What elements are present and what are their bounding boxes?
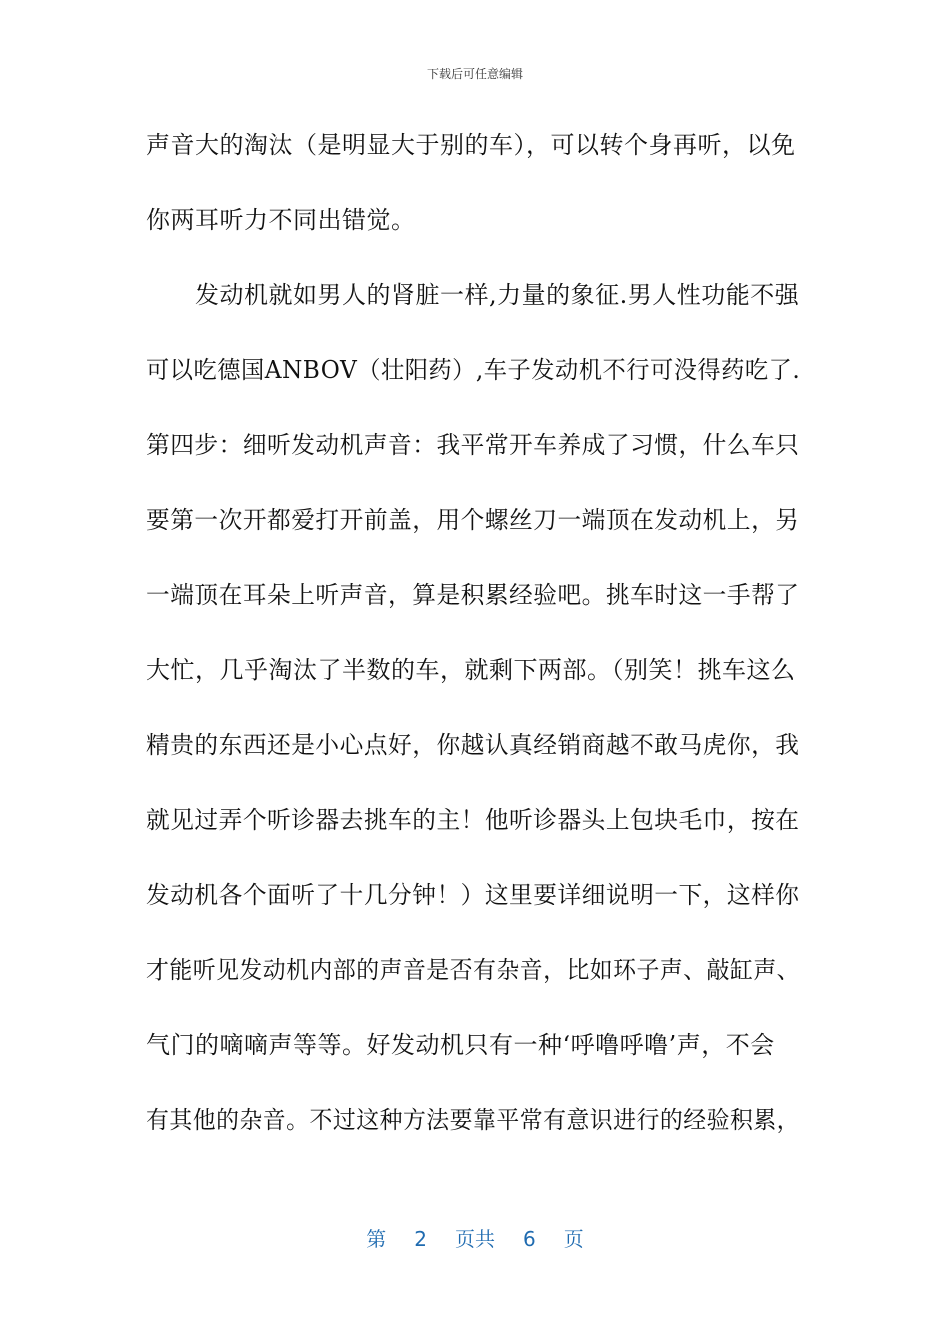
body-line: 一端顶在耳朵上听声音，算是积累经验吧。挑车时这一手帮了: [146, 581, 800, 609]
body-line: 要第一次开都爱打开前盖，用个螺丝刀一端顶在发动机上，另: [146, 506, 800, 534]
page-footer: [0, 1226, 950, 1252]
body-line: 你两耳听力不同出错觉。: [146, 206, 416, 234]
body-line: 第四步：细听发动机声音：我平常开车养成了习惯，什么车只: [146, 431, 800, 459]
body-line: 才能听见发动机内部的声音是否有杂音，比如环子声、敲缸声、: [146, 956, 801, 984]
body-line: 发动机就如男人的肾脏一样,力量的象征.男人性功能不强: [146, 281, 800, 309]
body-line: 有其他的杂音。不过这种方法要靠平常有意识进行的经验积累，: [146, 1106, 801, 1134]
page-label-middle: 页共: [455, 1227, 495, 1251]
body-line: 可以吃德国ANBOV（壮阳药）,车子发动机不行可没得药吃了.: [146, 356, 801, 384]
body-line: 声音大的淘汰（是明显大于别的车），可以转个身再听，以免: [146, 131, 796, 159]
total-pages-number: 6: [523, 1227, 536, 1251]
body-line: 发动机各个面听了十几分钟！）这里要详细说明一下，这样你: [146, 881, 800, 909]
body-line: 气门的嘀嘀声等等。好发动机只有一种‘呼噜呼噜’声，不会: [146, 1031, 775, 1059]
body-line: 就见过弄个听诊器去挑车的主！他听诊器头上包块毛巾，按在: [146, 806, 800, 834]
current-page-number: 2: [414, 1227, 427, 1251]
body-line: 精贵的东西还是小心点好，你越认真经销商越不敢马虎你，我: [146, 731, 800, 759]
page-header: 下载后可任意编辑: [426, 67, 523, 81]
body-line: 大忙，几乎淘汰了半数的车，就剩下两部。（别笑！挑车这么: [146, 656, 796, 684]
page-label-prefix: 第: [366, 1227, 387, 1251]
page-label-suffix: 页: [563, 1227, 584, 1251]
